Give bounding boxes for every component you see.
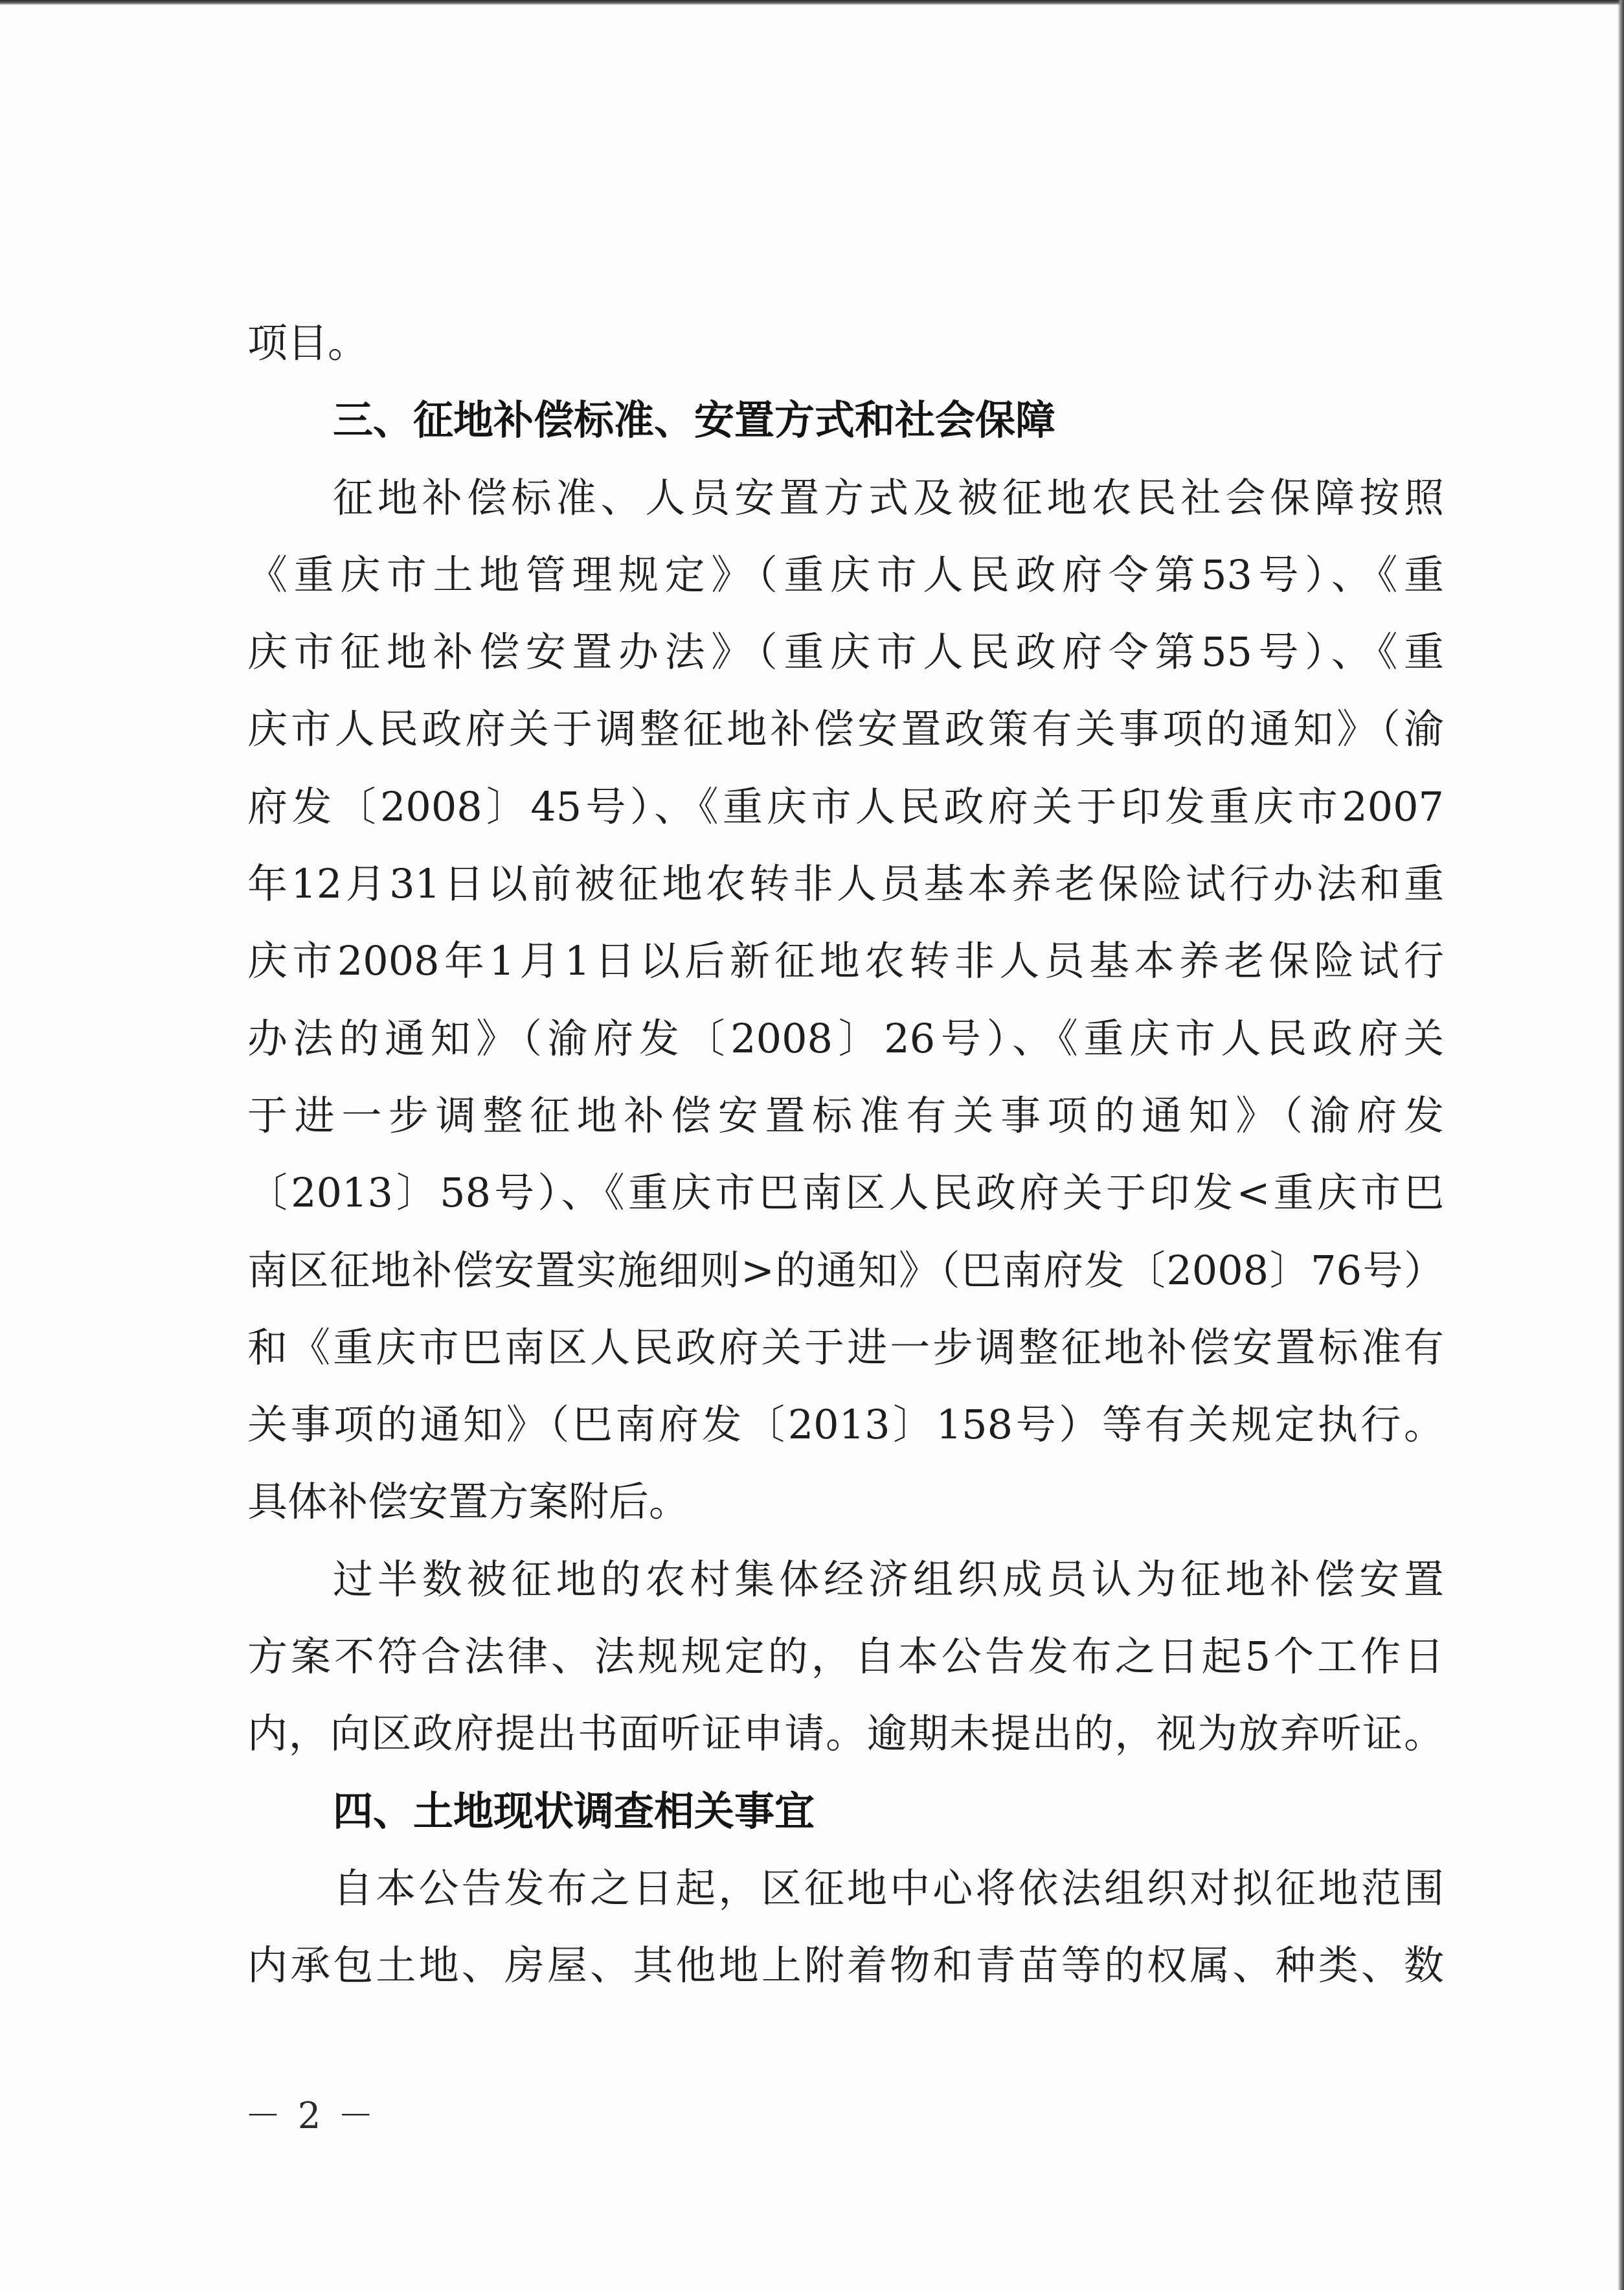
document-body: [247, 304, 1444, 2004]
text-line-12: 〔2013〕58号）、《重庆市巴南区人民政府关于印发<重庆市巴: [247, 1169, 1444, 1217]
scan-edge-top: [0, 0, 1624, 5]
text-line-4: 《重庆市土地管理规定》（重庆市人民政府令第53号）、《重: [247, 550, 1444, 598]
text-line-3: 征地补偿标准、人员安置方式及被征地农民社会保障按照: [333, 473, 1444, 521]
text-line-15: 关事项的通知》（巴南府发〔2013〕158号）等有关规定执行。: [247, 1401, 1444, 1449]
text-line-13: 南区征地补偿安置实施细则>的通知》（巴南府发〔2008〕76号）: [247, 1246, 1444, 1294]
text-line-16: 具体补偿安置方案附后。: [247, 1478, 690, 1526]
text-line-7: 府发〔2008〕45号）、《重庆市人民政府关于印发重庆市2007: [247, 782, 1444, 830]
text-line-10: 办法的通知》（渝府发〔2008〕26号）、《重庆市人民政府关: [247, 1014, 1444, 1062]
text-line-11: 于进一步调整征地补偿安置标准有关事项的通知》（渝府发: [247, 1091, 1444, 1139]
scan-edge-right: [1618, 0, 1624, 2290]
text-line-18: 方案不符合法律、法规规定的，自本公告发布之日起5个工作日: [247, 1633, 1444, 1681]
section-heading-3: 三、征地补偿标准、安置方式和社会保障: [333, 396, 1056, 444]
text-line-21: 自本公告发布之日起，区征地中心将依法组织对拟征地范围: [333, 1864, 1444, 1912]
text-line-5: 庆市征地补偿安置办法》（重庆市人民政府令第55号）、《重: [247, 628, 1444, 676]
text-line-22: 内承包土地、房屋、其他地上附着物和青苗等的权属、种类、数: [247, 1942, 1444, 1990]
text-line-6: 庆市人民政府关于调整征地补偿安置政策有关事项的通知》（渝: [247, 705, 1444, 753]
text-line-1: 项目。: [247, 319, 368, 367]
page-number: － 2 －: [245, 2095, 377, 2137]
text-line-19: 内，向区政府提出书面听证申请。逾期未提出的，视为放弃听证。: [247, 1710, 1444, 1758]
section-heading-4: 四、土地现状调查相关事宜: [333, 1787, 815, 1835]
text-line-17: 过半数被征地的农村集体经济组织成员认为征地补偿安置: [333, 1555, 1444, 1603]
text-line-8: 年12月31日以前被征地农转非人员基本养老保险试行办法和重: [247, 860, 1444, 908]
text-line-14: 和《重庆市巴南区人民政府关于进一步调整征地补偿安置标准有: [247, 1323, 1444, 1371]
text-line-9: 庆市2008年1月1日以后新征地农转非人员基本养老保险试行: [247, 937, 1444, 985]
